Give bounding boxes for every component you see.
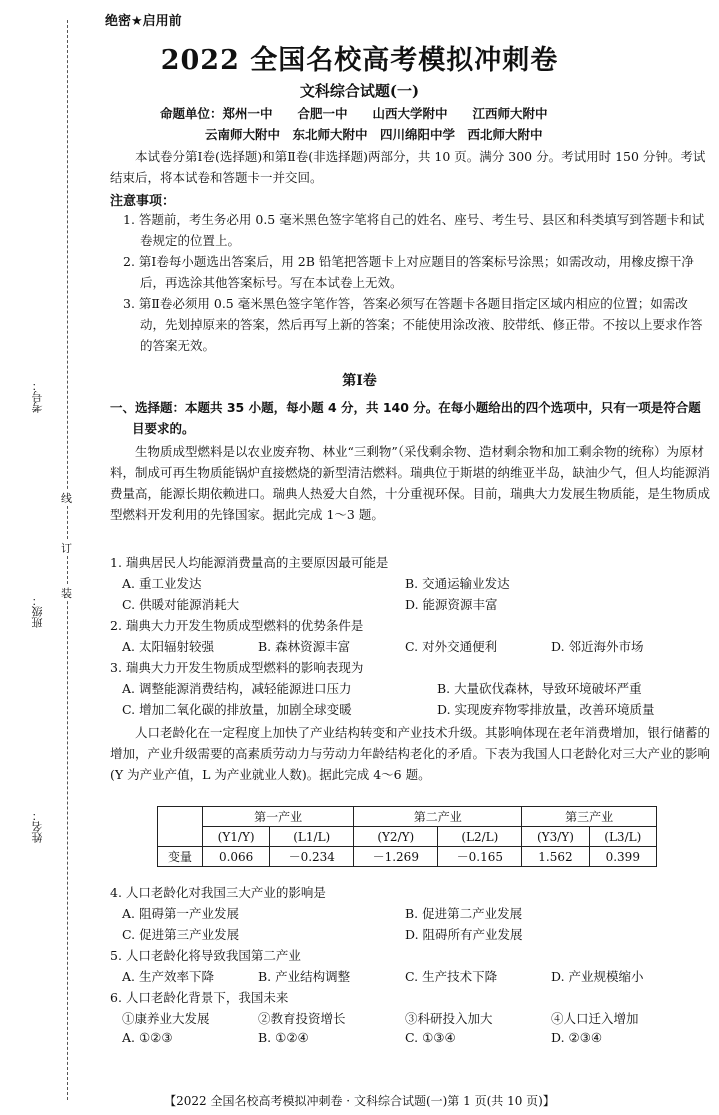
q3-option-c: C. 增加二氧化碳的排放量，加剧全球变暖 (122, 702, 352, 717)
section-title: 第Ⅰ卷 (342, 373, 377, 389)
q1-option-b: B. 交通运输业发达 (405, 576, 510, 591)
table-cell: －1.269 (354, 847, 438, 867)
question-3-stem: 3. 瑞典大力开发生物质成型燃料的影响表现为 (110, 660, 364, 675)
passage-1: 生物质成型燃料是以农业废弃物、林业“三剩物”（采伐剩余物、造材剩余物和加工剩余物的统称）为原材料，制成可再生物质能锅炉直接燃烧的新型清洁燃料。瑞典位于斯堪的纳维亚半岛，缺油少气，但人均能源消费量高，能源长期依赖进口。瑞典人热爱大自然，十分重视环保。目前，瑞典大力发展生物质能，是生物质成型燃料开发利用的先锋国家。据此完成 1～3 题。 (110, 444, 711, 522)
table-cell: －0.234 (270, 847, 354, 867)
question-6-stem: 6. 人口老龄化背景下，我国未来 (110, 990, 289, 1005)
class-label: 班级： (31, 595, 44, 628)
note-item: 1. 答题前，考生务必用 0.5 毫米黑色签字笔将自己的姓名、座号、考生号、县区和科类填写到答题卡和试卷规定的位置上。 (123, 212, 705, 248)
confidential-mark: 绝密★启用前 (105, 14, 182, 29)
q5-option-c: C. 生产技术下降 (405, 969, 498, 984)
table-subheader: (Y3/Y) (522, 827, 589, 847)
q2-option-c: C. 对外交通便利 (405, 639, 498, 654)
q5-option-a: A. 生产效率下降 (122, 969, 214, 984)
exam-title: 2022 全国名校高考模拟冲刺卷 (160, 45, 559, 76)
table-subheader: (L3/L) (589, 827, 656, 847)
q6-option-a: A. ①②③ (122, 1030, 173, 1045)
name-label: 姓名： (31, 810, 44, 843)
q1-option-a: A. 重工业发达 (122, 576, 202, 591)
binding-line (67, 20, 68, 1100)
q4-option-d: D. 阻碍所有产业发展 (405, 927, 523, 942)
binding-ding: 订 (61, 542, 72, 555)
table-group-header: 第二产业 (354, 807, 522, 827)
question-4-stem: 4. 人口老龄化对我国三大产业的影响是 (110, 885, 326, 900)
page-footer: 【2022 全国名校高考模拟冲刺卷 · 文科综合试题(一)第 1 页(共 10 页)】 (164, 1094, 555, 1108)
question-5-stem: 5. 人口老龄化将导致我国第二产业 (110, 948, 301, 963)
authoring-units-line1: 命题单位：郑州一中 合肥一中 山西大学附中 江西师大附中 (160, 106, 548, 121)
table-cell: －0.165 (438, 847, 522, 867)
q6-option-b: B. ①②④ (258, 1030, 309, 1045)
q6-item-3: ③科研投入加大 (405, 1011, 493, 1026)
table-cell: 0.399 (589, 847, 656, 867)
q5-option-d: D. 产业规模缩小 (551, 969, 644, 984)
q4-option-a: A. 阻碍第一产业发展 (122, 906, 239, 921)
q6-item-4: ④人口迁入增加 (551, 1011, 639, 1026)
table-cell: 0.066 (203, 847, 270, 867)
notes-heading: 注意事项： (110, 194, 176, 209)
table-cell: 1.562 (522, 847, 589, 867)
binding-zhuang: 装 (61, 587, 72, 600)
q1-option-d: D. 能源资源丰富 (405, 597, 498, 612)
table-subheader: (Y2/Y) (354, 827, 438, 847)
q3-option-b: B. 大量砍伐森林，导致环境破坏严重 (437, 681, 642, 696)
table-group-header: 第三产业 (522, 807, 657, 827)
passage-2: 人口老龄化在一定程度上加快了产业结构转变和产业技术升级。其影响体现在老年消费增加，银行储蓄的增加，产业升级需要的高素质劳动力与劳动力年龄结构老化的矛盾。下表为我国人口老龄化对三大产业的影响(Y 为产业产值，L 为产业就业人数)。据此完成 4～6 题。 (110, 725, 711, 782)
q2-option-b: B. 森林资源丰富 (258, 639, 351, 654)
q4-option-b: B. 促进第二产业发展 (405, 906, 523, 921)
exam-number-label: 考号： (31, 380, 44, 413)
q4-option-c: C. 促进第三产业发展 (122, 927, 240, 942)
q2-option-a: A. 太阳辐射较强 (122, 639, 214, 654)
aging-impact-table (157, 806, 657, 867)
section-instruction: 一、选择题：本题共 35 小题，每小题 4 分，共 140 分。在每小题给出的四个选项中，只有一项是符合题目要求的。 (110, 400, 701, 436)
q6-item-2: ②教育投资增长 (258, 1011, 346, 1026)
table-subheader: (L1/L) (270, 827, 354, 847)
q2-option-d: D. 邻近海外市场 (551, 639, 644, 654)
table-group-header: 第一产业 (203, 807, 354, 827)
q6-option-d: D. ②③④ (551, 1030, 603, 1045)
question-1-stem: 1. 瑞典居民人均能源消费量高的主要原因最可能是 (110, 555, 389, 570)
q1-option-c: C. 供暖对能源消耗大 (122, 597, 240, 612)
q6-option-c: C. ①③④ (405, 1030, 456, 1045)
intro-text: 本试卷分第Ⅰ卷(选择题)和第Ⅱ卷(非选择题)两部分，共 10 页。满分 300 分。考试用时 150 分钟。考试结束后，将本试卷和答题卡一并交回。 (110, 149, 706, 185)
q3-option-a: A. 调整能源消费结构，减轻能源进口压力 (122, 681, 352, 696)
note-item: 2. 第Ⅰ卷每小题选出答案后，用 2B 铅笔把答题卡上对应题目的答案标号涂黑；如需改动，用橡皮擦干净后，再选涂其他答案标号。写在本试卷上无效。 (123, 254, 694, 290)
table-subheader: (L2/L) (438, 827, 522, 847)
note-item: 3. 第Ⅱ卷必须用 0.5 毫米黑色签字笔作答，答案必须写在答题卡各题目指定区域内相应的位置；如需改动，先划掉原来的答案，然后再写上新的答案；不能使用涂改液、胶带纸、修正带。不按以上要求作答的答案无效。 (123, 296, 703, 353)
table-subheader: (Y1/Y) (203, 827, 270, 847)
authoring-units-line2: 云南师大附中 东北师大附中 四川绵阳中学 西北师大附中 (205, 127, 543, 142)
table-row-label: 变量 (158, 847, 203, 867)
question-2-stem: 2. 瑞典大力开发生物质成型燃料的优势条件是 (110, 618, 364, 633)
q3-option-d: D. 实现废弃物零排放量，改善环境质量 (437, 702, 655, 717)
exam-subtitle: 文科综合试题(一) (299, 82, 420, 100)
binding-xian: 线 (61, 492, 72, 505)
q6-item-1: ①康养业大发展 (122, 1011, 210, 1026)
q5-option-b: B. 产业结构调整 (258, 969, 351, 984)
